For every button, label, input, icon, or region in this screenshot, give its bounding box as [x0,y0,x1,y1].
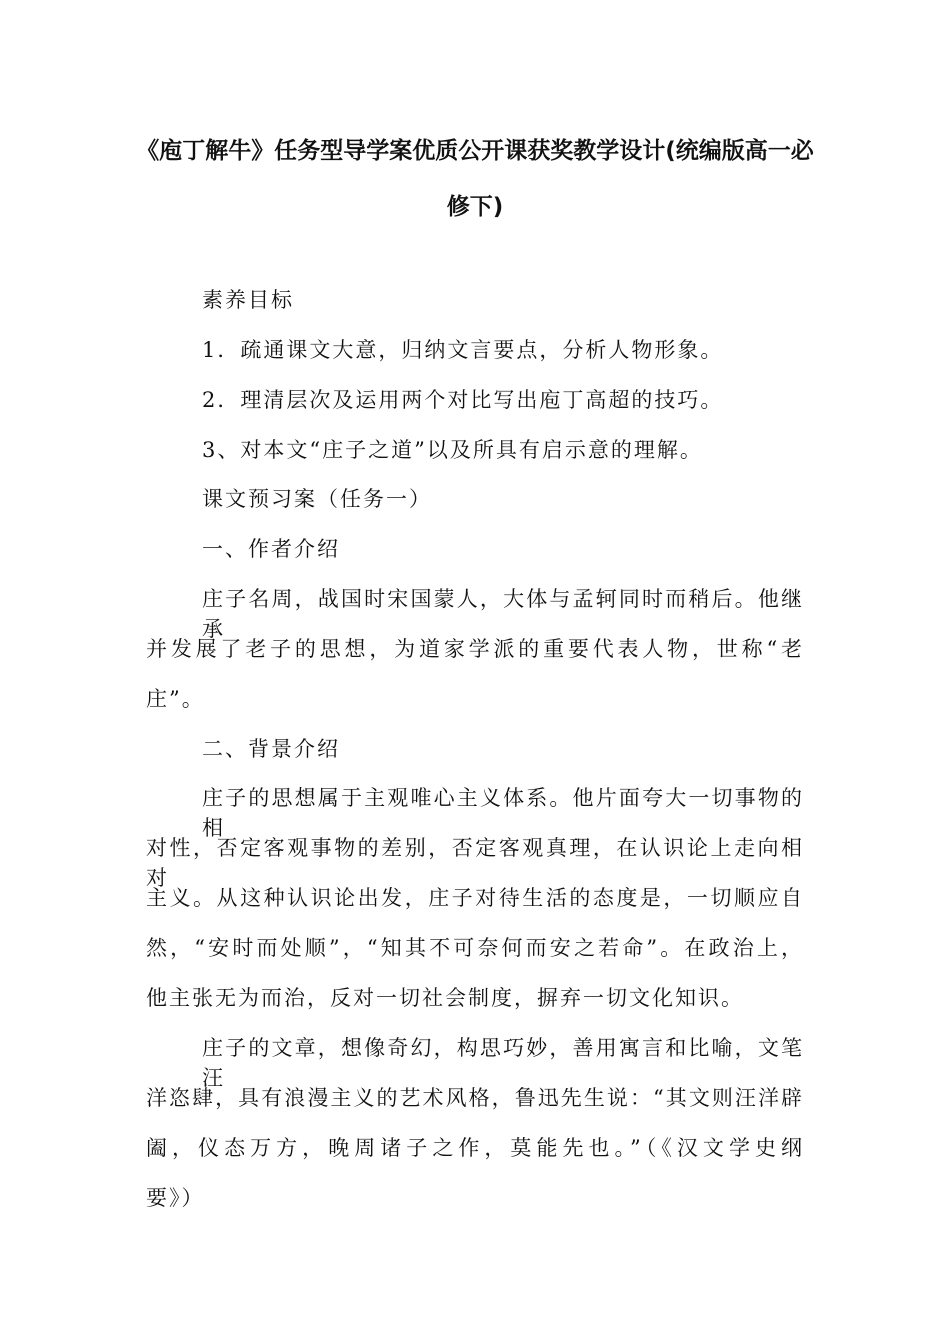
objectives-heading: 素养目标 [202,288,294,312]
author-paragraph-line: 庄”。 [146,687,205,711]
preview-heading: 课文预习案（任务一） [202,487,432,511]
objective-item-1: 1．疏通课文大意，归纳文言要点，分析人物形象。 [202,338,724,362]
background-paragraph-line: 阖，仪态万方，晚周诸子之作，莫能先也。”（《汉文学史纲 [146,1136,804,1160]
background-paragraph-line: 要》） [146,1186,205,1210]
background-paragraph-line: 然，“安时而处顺”，“知其不可奈何而安之若命”。在政治上， [146,936,804,960]
background-paragraph-line: 对性，否定客观事物的差别，否定客观真理，在认识论上走向相对 [146,836,804,890]
document-title [130,123,820,235]
author-paragraph-line: 并发展了老子的思想，为道家学派的重要代表人物，世称“老 [146,637,804,661]
background-paragraph-line: 庄子的文章，想像奇幻，构思巧妙，善用寓言和比喻，文笔汪 [202,1036,804,1090]
title-line-1: 《庖丁解牛》任务型导学案优质公开课获奖教学设计(统编版高一必 [136,138,814,164]
objective-item-3: 3、对本文“庄子之道”以及所具有启示意的理解。 [202,438,703,462]
title-line-2: 修下) [446,194,504,220]
background-paragraph-line: 主义。从这种认识论出发，庄子对待生活的态度是，一切顺应自 [146,886,804,910]
objective-item-2: 2．理清层次及运用两个对比写出庖丁高超的技巧。 [202,388,724,412]
background-heading: 二、背景介绍 [202,737,340,761]
author-heading: 一、作者介绍 [202,537,340,561]
background-paragraph-line: 他主张无为而治，反对一切社会制度，摒弃一切文化知识。 [146,986,744,1010]
background-paragraph-line: 洋恣肆，具有浪漫主义的艺术风格，鲁迅先生说：“其文则汪洋辟 [146,1086,804,1110]
background-paragraph-line: 庄子的思想属于主观唯心主义体系。他片面夸大一切事物的相 [202,786,804,840]
author-paragraph-line: 庄子名周，战国时宋国蒙人，大体与孟轲同时而稍后。他继承 [202,587,804,641]
